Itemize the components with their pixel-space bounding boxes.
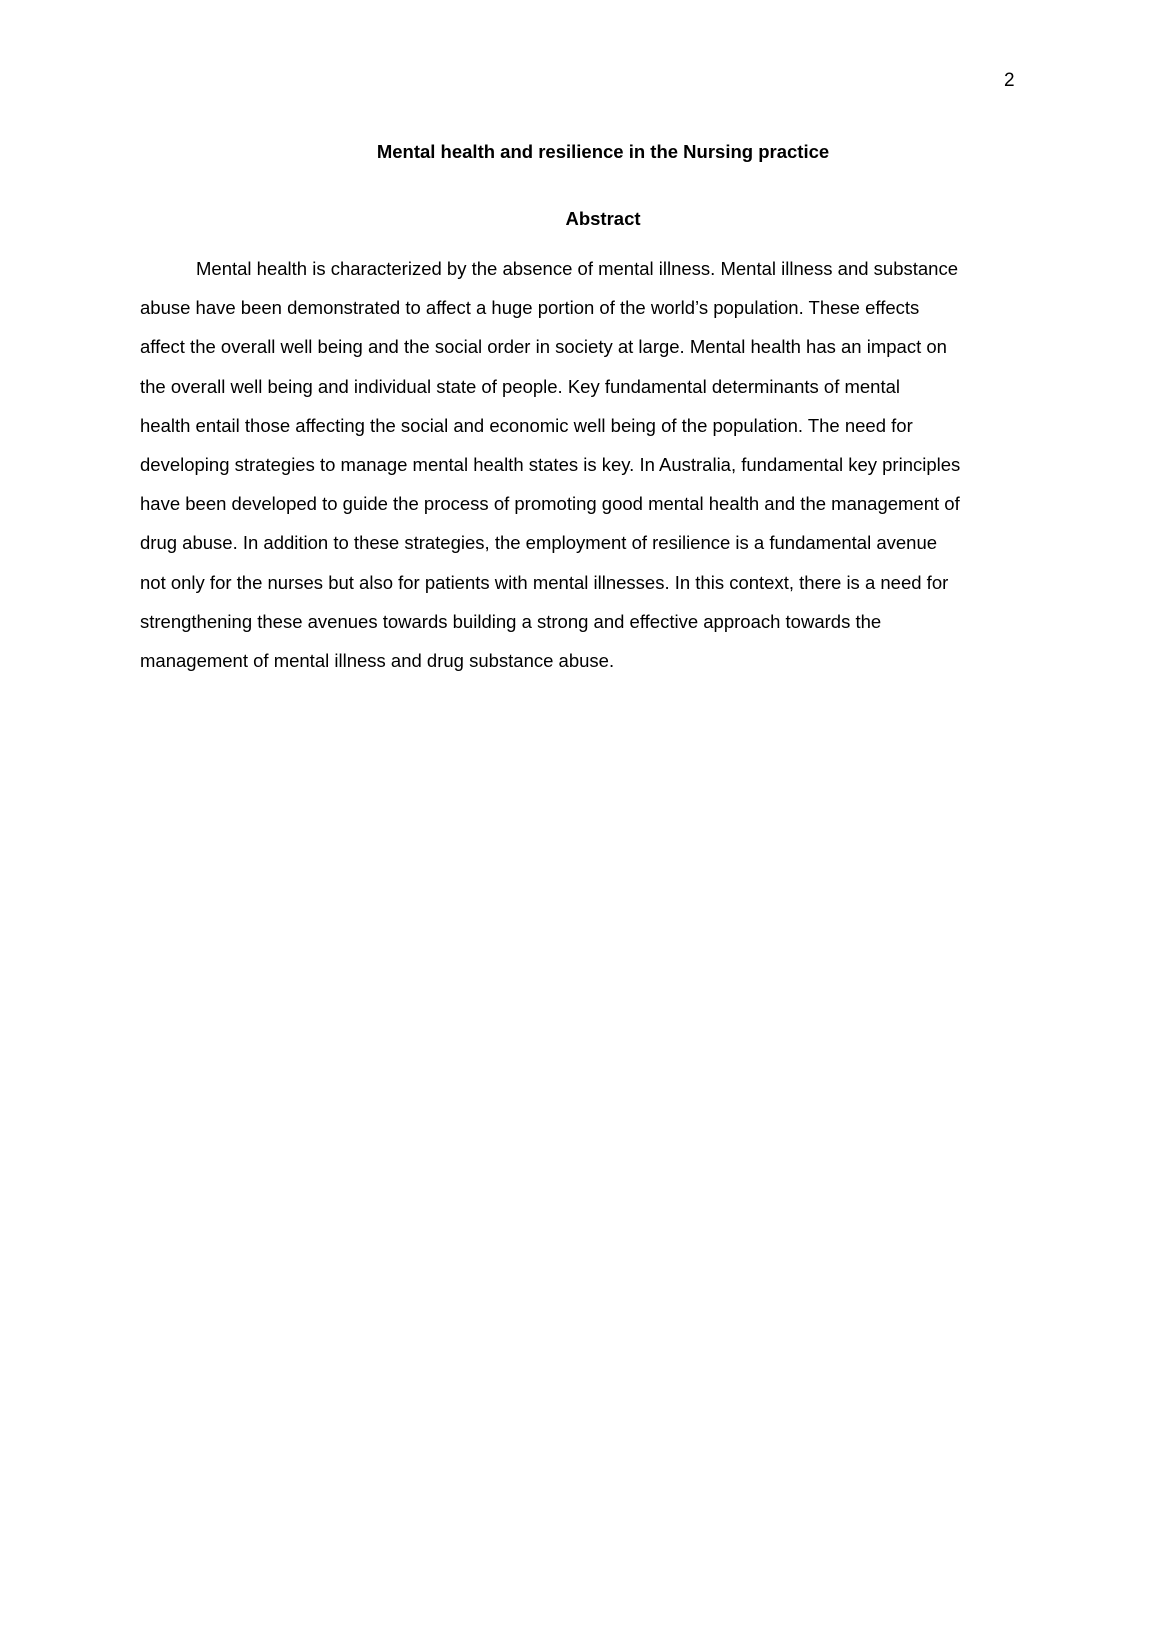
abstract-line: the overall well being and individual state of people. Key fundamental determinants of mental [140, 375, 900, 397]
document-title: Mental health and resilience in the Nursing practice [376, 141, 830, 162]
abstract-paragraph [140, 258, 1020, 689]
abstract-line: drug abuse. In addition to these strategies, the employment of resilience is a fundamental avenue [140, 532, 938, 554]
abstract-heading: Abstract [565, 208, 641, 229]
abstract-line: developing strategies to manage mental health states is key. In Australia, fundamental key principles [140, 453, 961, 475]
abstract-line: management of mental illness and drug substance abuse. [140, 649, 615, 671]
abstract-line: Mental health is characterized by the absence of mental illness. Mental illness and substance [196, 258, 959, 279]
abstract-line: health entail those affecting the social and economic well being of the population. The need for [140, 414, 913, 436]
abstract-line: strengthening these avenues towards building a strong and effective approach towards the [140, 610, 882, 632]
abstract-line: not only for the nurses but also for patients with mental illnesses. In this context, there is a need for [140, 571, 949, 593]
page-number: 2 [1004, 70, 1015, 91]
abstract-line: have been developed to guide the process of promoting good mental health and the management of [140, 493, 960, 515]
abstract-line: affect the overall well being and the social order in society at large. Mental health has an impact on [140, 336, 947, 358]
abstract-line: abuse have been demonstrated to affect a huge portion of the world’s population. These effects [140, 297, 920, 319]
